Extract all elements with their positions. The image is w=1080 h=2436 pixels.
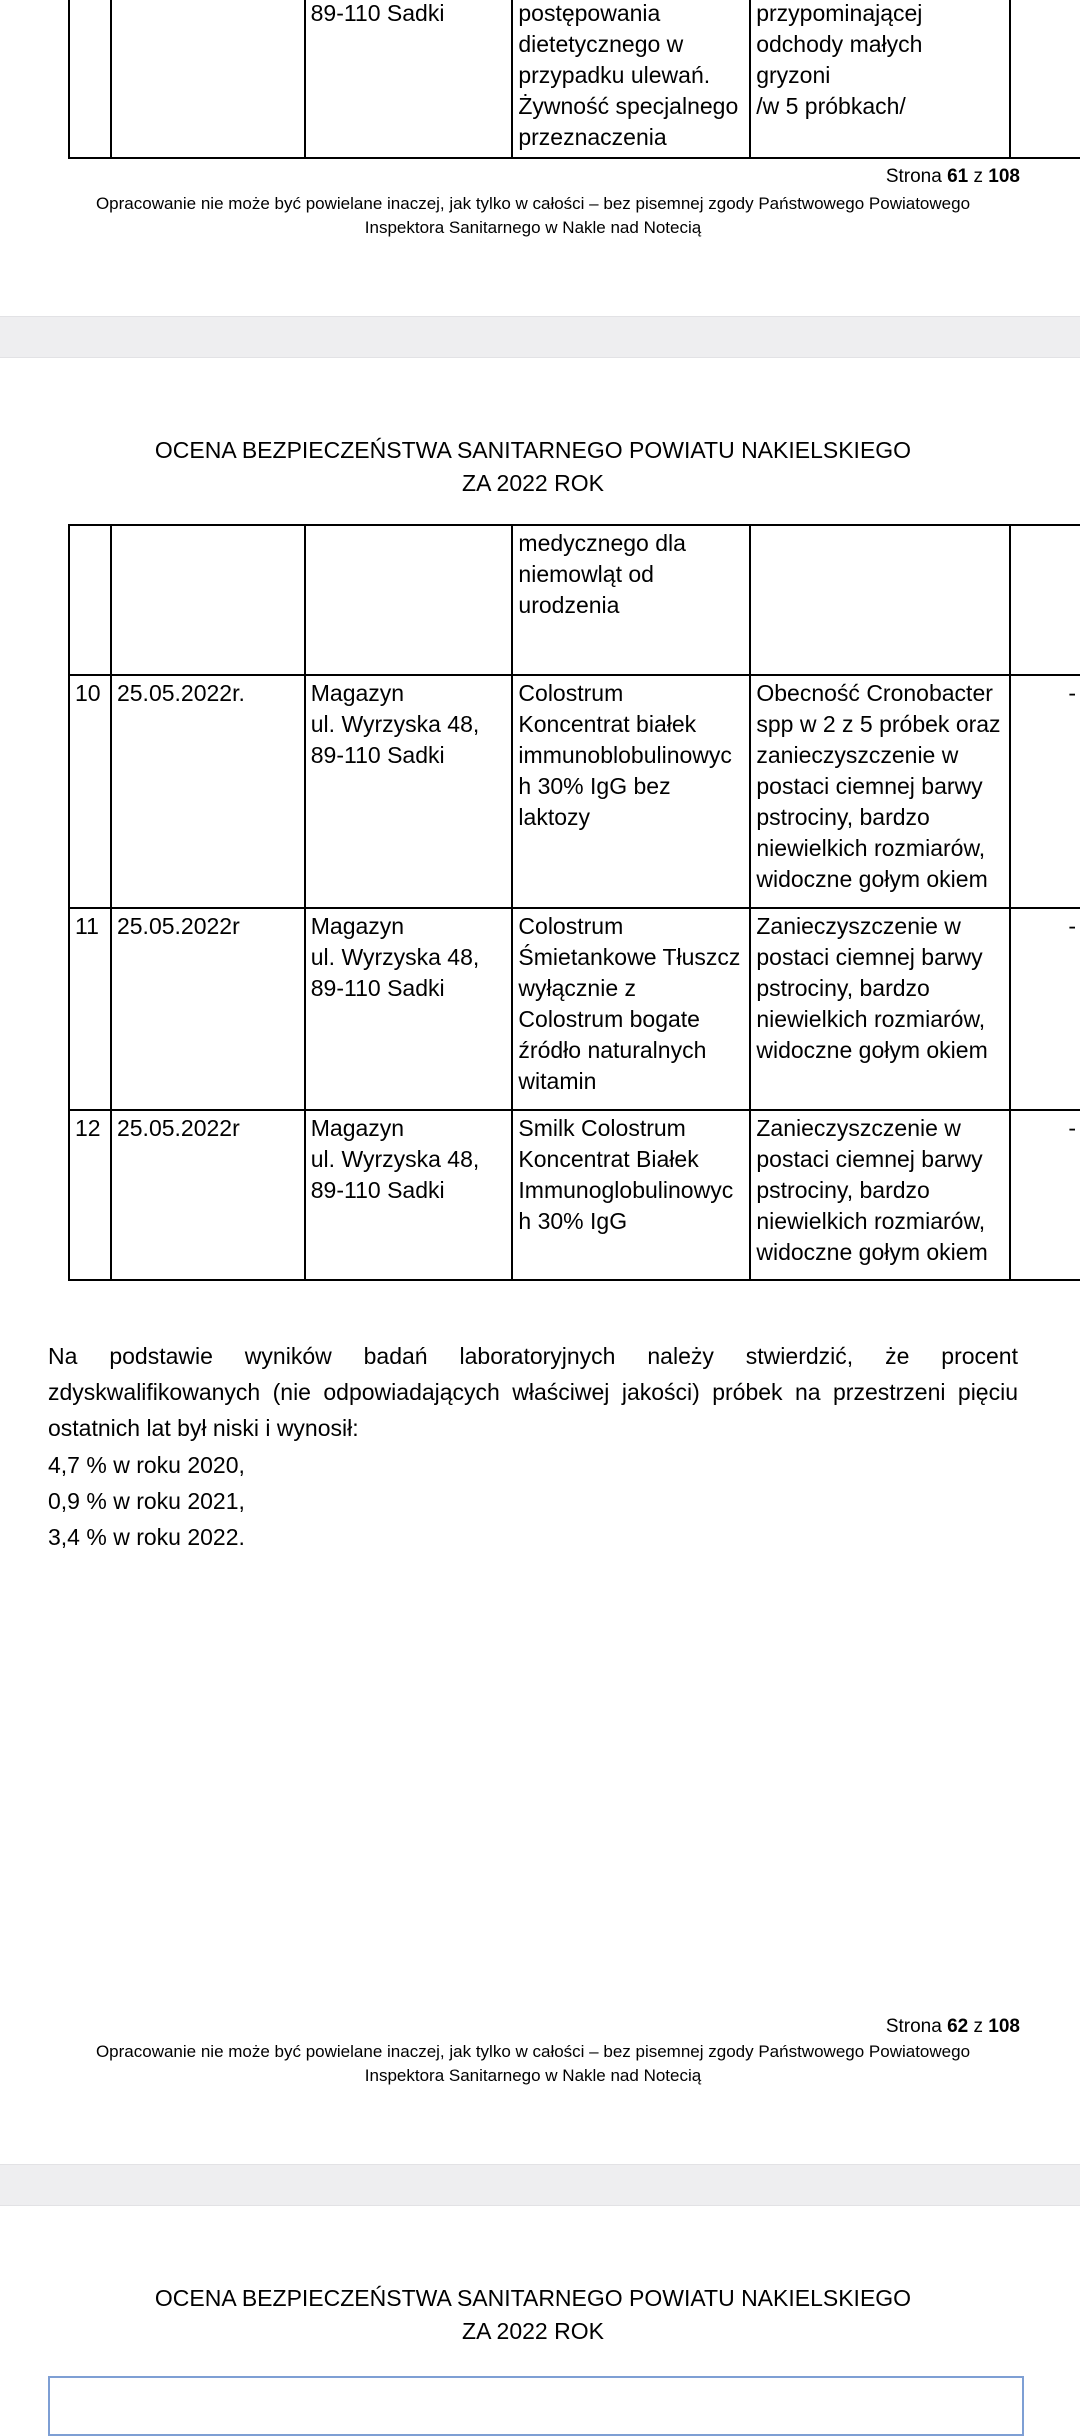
cell-date — [111, 0, 305, 158]
strona-label: Strona — [885, 166, 942, 187]
cell-date: 25.05.2022r — [111, 908, 305, 1110]
cell-no — [69, 525, 111, 675]
stat-2021: 0,9 % w roku 2021, — [48, 1488, 245, 1514]
heading-line-2: ZA 2022 ROK — [462, 2318, 604, 2344]
stat-2022: 3,4 % w roku 2022. — [48, 1524, 245, 1550]
page-number — [886, 2016, 1020, 2038]
of-label: z — [973, 2016, 984, 2037]
cell-finding: Obecność Cronobacter spp w 2 z 5 próbek oraz zanieczyszczenie w postaci ciemnej barwy pstrociny, bardzo niewielkich rozmiarów, widoczne gołym okiem — [750, 675, 1010, 908]
page-total: 108 — [988, 166, 1020, 187]
cell-no: 11 — [69, 908, 111, 1110]
page-current: 62 — [947, 2016, 969, 2037]
cell-finding: Zanieczyszczenie w postaci ciemnej barwy pstrociny, bardzo niewielkich rozmiarów, widoczne gołym okiem — [750, 1110, 1010, 1280]
cell-place — [305, 525, 513, 675]
page-total: 108 — [988, 2016, 1020, 2037]
cell-finding: Zanieczyszczenie w postaci ciemnej barwy pstrociny, bardzo niewielkich rozmiarów, widoczne gołym okiem — [750, 908, 1010, 1110]
page-heading — [0, 434, 1066, 500]
of-label: z — [973, 166, 984, 187]
copyright-note-line: Inspektora Sanitarnego w Nakle nad Notecią — [364, 218, 702, 237]
cell-product: postępowania dietetycznego w przypadku ulewań. Żywność specjalnego przeznaczenia — [512, 0, 750, 158]
cell-product: Colostrum Śmietankowe Tłuszcz wyłącznie z Colostrum bogate źródło naturalnych witamin — [512, 908, 750, 1110]
page-heading — [0, 2282, 1066, 2348]
table-row — [69, 675, 1080, 908]
cell-date: 25.05.2022r — [111, 1110, 305, 1280]
page-number — [886, 166, 1020, 188]
table-row — [69, 0, 1080, 158]
page-current: 61 — [947, 166, 969, 187]
table-frame — [48, 2376, 1024, 2436]
cell-place: Magazyn ul. Wyrzyska 48, 89-110 Sadki — [305, 675, 513, 908]
summary-paragraph — [48, 1338, 1018, 1446]
cell-product: medycznego dla niemowląt od urodzenia — [512, 525, 750, 675]
samples-table-top — [68, 0, 1080, 159]
summary-line: zdyskwalifikowanych (nie odpowiadających właściwej jakości) próbek na przestrzeni pięciu — [48, 1379, 1018, 1405]
copyright-note — [0, 192, 1066, 240]
cell-finding: przypominającej odchody małych gryzoni /w 5 próbkach/ — [750, 0, 1010, 158]
summary-line: ostatnich lat był niski i wynosił: — [48, 1415, 359, 1441]
cell-place: Magazyn ul. Wyrzyska 48, 89-110 Sadki — [305, 1110, 513, 1280]
cell-finding — [750, 525, 1010, 675]
summary-line: Na podstawie wyników badań laboratoryjnych należy stwierdzić, że procent — [48, 1343, 1018, 1369]
samples-table — [68, 524, 1080, 1281]
cell-no — [69, 0, 111, 158]
cell-extra: - — [1010, 675, 1080, 908]
copyright-note-line: Inspektora Sanitarnego w Nakle nad Notecią — [364, 2066, 702, 2085]
copyright-note — [0, 2040, 1066, 2088]
cell-date: 25.05.2022r. — [111, 675, 305, 908]
heading-line-1: OCENA BEZPIECZEŃSTWA SANITARNEGO POWIATU NAKIELSKIEGO — [154, 2285, 912, 2311]
cell-extra: - — [1010, 1110, 1080, 1280]
cell-date — [111, 525, 305, 675]
cell-place: Magazyn ul. Wyrzyska 48, 89-110 Sadki — [305, 908, 513, 1110]
table-row — [69, 908, 1080, 1110]
table-row — [69, 525, 1080, 675]
copyright-note-line: Opracowanie nie może być powielane inaczej, jak tylko w całości – bez pisemnej zgody Państwowego Powiatowego — [95, 2042, 971, 2061]
page-gap — [0, 2164, 1080, 2206]
heading-line-2: ZA 2022 ROK — [462, 470, 604, 496]
strona-label: Strona — [885, 2016, 942, 2037]
cell-product: Smilk Colostrum Koncentrat Białek Immunoglobulinowyc h 30% IgG — [512, 1110, 750, 1280]
cell-no: 10 — [69, 675, 111, 908]
cell-no: 12 — [69, 1110, 111, 1280]
cell-extra: - — [1010, 908, 1080, 1110]
cell-extra — [1010, 525, 1080, 675]
cell-extra — [1010, 0, 1080, 158]
page-gap — [0, 316, 1080, 358]
table-row — [69, 1110, 1080, 1280]
copyright-note-line: Opracowanie nie może być powielane inaczej, jak tylko w całości – bez pisemnej zgody Państwowego Powiatowego — [95, 194, 971, 213]
cell-place: 89-110 Sadki — [305, 0, 513, 158]
stat-2020: 4,7 % w roku 2020, — [48, 1452, 245, 1478]
heading-line-1: OCENA BEZPIECZEŃSTWA SANITARNEGO POWIATU NAKIELSKIEGO — [154, 437, 912, 463]
cell-product: Colostrum Koncentrat białek immunoblobulinowyc h 30% IgG bez laktozy — [512, 675, 750, 908]
